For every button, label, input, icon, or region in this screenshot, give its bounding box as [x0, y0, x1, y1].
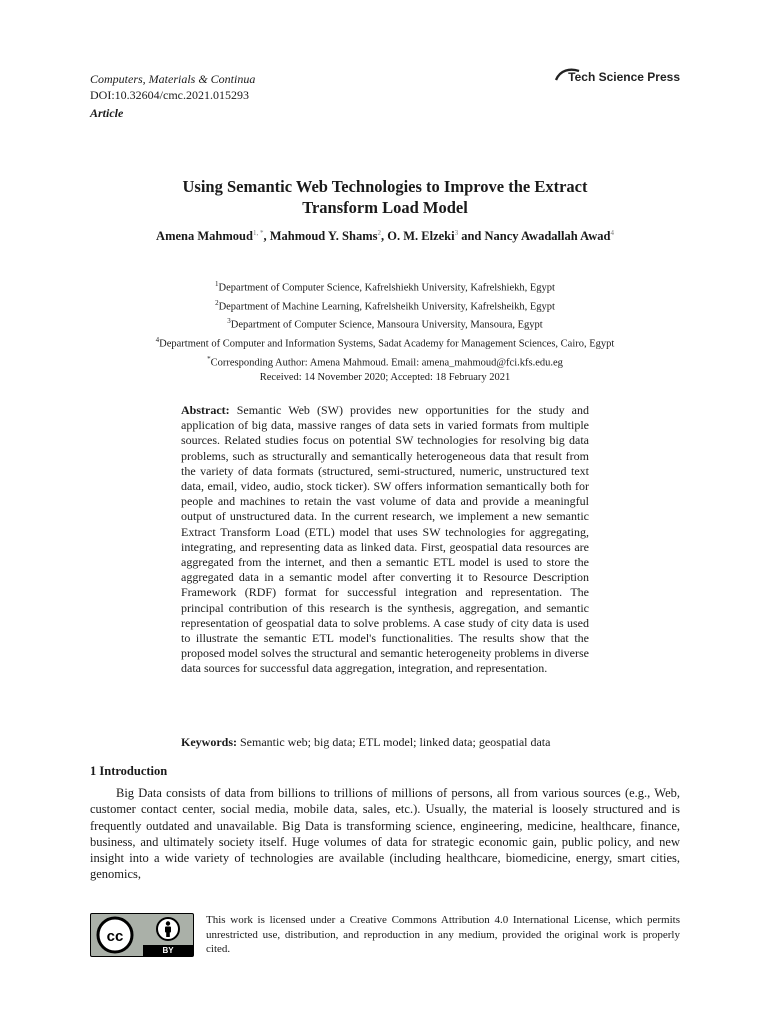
author-name: O. M. Elzeki	[387, 229, 455, 244]
cc-icon	[95, 915, 135, 955]
keywords-text: Semantic web; big data; ETL model; linked data; geospatial data	[240, 735, 551, 749]
abstract-label: Abstract:	[181, 403, 230, 417]
affiliations	[80, 277, 690, 385]
received-accepted-dates	[80, 371, 690, 385]
keywords	[181, 735, 601, 750]
author-separator: ,	[263, 229, 270, 244]
paper-title	[90, 176, 680, 218]
affil-mark: *	[207, 354, 211, 363]
affil-mark: 4	[155, 336, 160, 345]
author-affil-mark: 1, *	[252, 229, 264, 237]
author-affil-mark: 4	[610, 229, 614, 237]
corresponding-author	[80, 352, 690, 371]
affil-text: Department of Machine Learning, Kafrelsheikh University, Kafrelsheikh, Egypt	[218, 301, 555, 313]
affiliation-line	[80, 277, 690, 296]
article-type: Article	[90, 106, 124, 120]
attribution-person-icon	[155, 916, 181, 942]
intro-paragraph: Big Data consists of data from billions to trillions of millions of persons, all from various sources (e.g., Web, customer contact center, social media, mobile data, sales, etc.). Usually, the material is loosely structured and is frequently outdated and unavailable. Big Data is transforming science, engineering, medicine, healthcare, finance, business, and ultimately society itself. Huge volumes of data for strategic economic gain, public policy, and new insight into a wide variety of technologies are available (including healthcare, biomedicine, energy, smart cities, genomics,	[90, 786, 680, 882]
affil-text: Department of Computer and Information Systems, Sadat Academy for Management Sciences, Cairo, Egypt	[159, 338, 615, 350]
author-affil-mark: 2	[377, 229, 381, 237]
doi: DOI:10.32604/cmc.2021.015293	[90, 88, 249, 102]
section-heading: 1 Introduction	[90, 764, 168, 778]
affil-mark: 1	[215, 280, 219, 288]
svg-text:cc: cc	[106, 928, 124, 945]
affiliation-line	[80, 296, 690, 315]
author-separator: ,	[380, 229, 388, 244]
keywords-label: Keywords:	[181, 735, 237, 749]
dates-text: Received: 14 November 2020; Accepted: 18 February 2021	[259, 371, 511, 383]
affil-text: Department of Computer Science, Mansoura University, Mansoura, Egypt	[230, 319, 543, 331]
abstract-text: Semantic Web (SW) provides new opportunities for the study and application of big data, massive ranges of data sets in varied formats from multiple sources. Related studies focus on potential SW technologies for resolving big data problems, such as structurally and semantically heterogeneous data that result from the variety of data formats (structured, semi-structured, numeric, unstructured text data, email, video, audio, stock ticker). SW offers information semantically both for people and machines to retain the vast volume of data and provide a meaningful output of unstructured data. In the current research, we implement a new semantic Extract Transform Load (ETL) model that uses SW technologies for aggregating, integrating, and representing data as linked data. First, geospatial data resources are aggregated from the internet, and then a semantic ETL model is used to store the aggregated data in a semantic model after converting it to Resource Description Framework (RDF) format for successful integration and representation. The principal contribution of this research is the synthesis, aggregation, and semantic representation of geospatial data to solve problems. A case study of city data is used to illustrate the semantic ETL model's functionalities. The results show that the proposed model solves the structural and semantic heterogeneity problems in diverse data sources for successful data aggregation, integration, and representation.	[181, 403, 590, 676]
journal-name: Computers, Materials & Continua	[90, 72, 256, 86]
author-name: Mahmoud Y. Shams	[269, 229, 378, 244]
affil-mark: 3	[227, 317, 231, 326]
title-line-2: Transform Load Model	[302, 198, 468, 217]
author-name: Nancy Awadallah Awad	[484, 229, 611, 244]
license-text: This work is licensed under a Creative Commons Attribution 4.0 International License, which permits unrestricted use, distribution, and reproduction in any medium, provided the original work is properly cited.	[206, 914, 680, 955]
swoosh-icon	[554, 68, 580, 82]
title-line-1: Using Semantic Web Technologies to Improve the Extract	[182, 177, 588, 196]
author-separator: and	[458, 229, 485, 244]
affiliation-line	[80, 314, 690, 333]
publisher-name: Tech Science Press	[568, 70, 680, 84]
affil-mark: 2	[215, 298, 219, 307]
affil-text: Department of Computer Science, Kafrelshiekh University, Kafrelshiekh, Egypt	[218, 282, 555, 294]
by-label: BY	[162, 946, 174, 955]
abstract	[181, 403, 589, 677]
affiliation-line	[80, 333, 690, 352]
author-list	[90, 229, 680, 244]
author-affil-mark: 3	[454, 229, 459, 237]
author-name: Amena Mahmoud	[156, 229, 253, 244]
cc-by-badge[interactable]	[90, 913, 194, 957]
affil-text: Corresponding Author: Amena Mahmoud. Email: amena_mahmoud@fci.kfs.edu.eg	[210, 357, 563, 369]
publisher-logo	[554, 70, 680, 84]
